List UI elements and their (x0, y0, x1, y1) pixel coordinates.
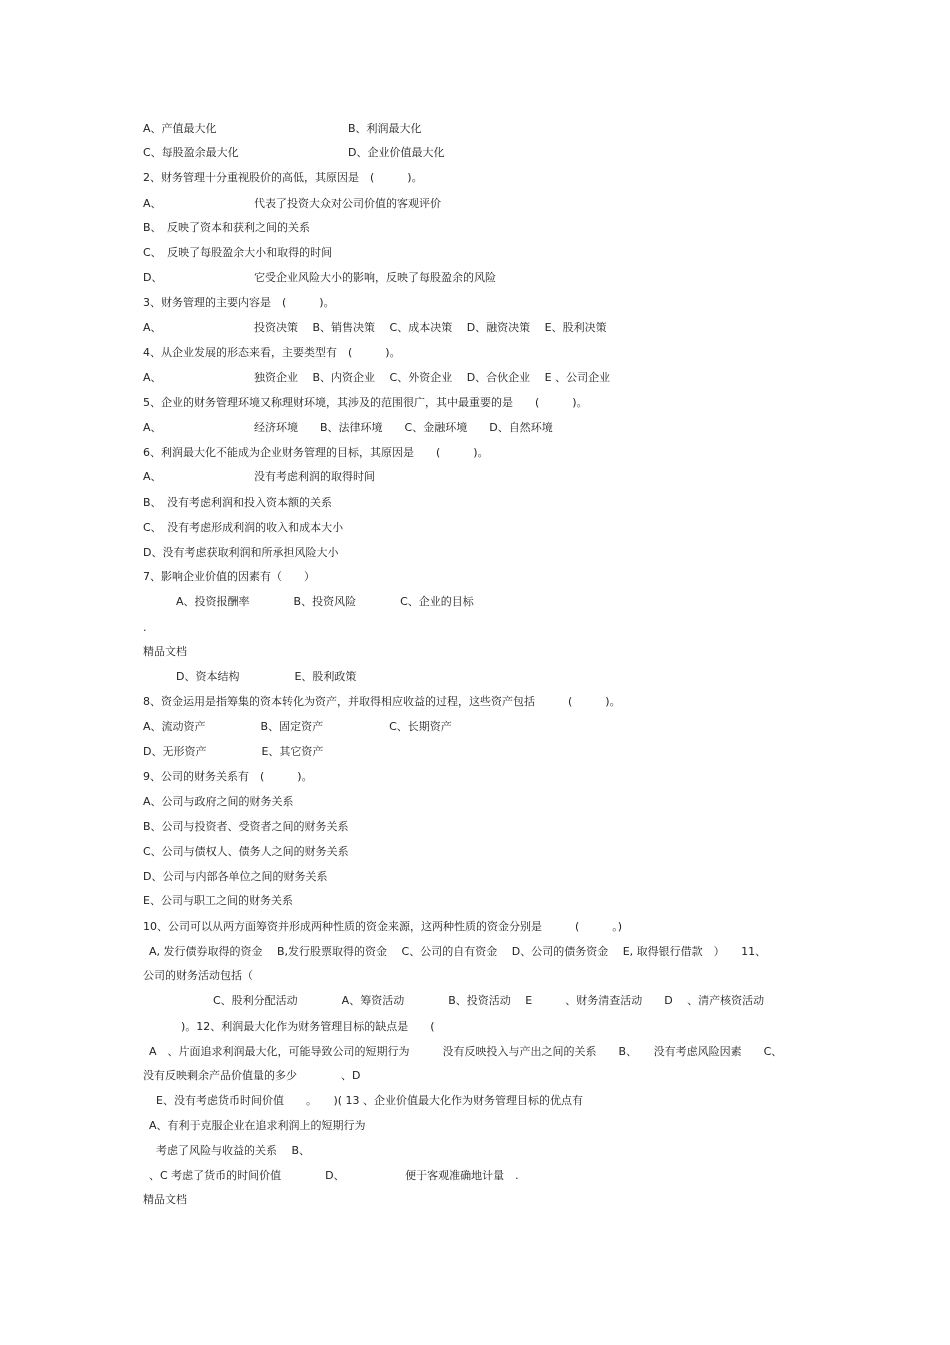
option-a-q9: A、公司与政府之间的财务关系 (143, 795, 294, 808)
options-q5: 经济环境 B、法律环境 C、金融环境 D、自然环境 (254, 421, 553, 434)
options-q10: A, 发行债券取得的资金 B,发行股票取得的资金 C、公司的自有资金 D、公司的债务资金 E, 取得银行借款 ） 11、 (149, 945, 767, 958)
page-footer-1: 精品文档 (143, 645, 187, 658)
question-6: 6、利润最大化不能成为企业财务管理的目标，其原因是 ( )。 (143, 446, 489, 459)
question-13: E、没有考虑货币时间价值 。 )( 13 、企业价值最大化作为财务管理目标的优点有 (156, 1094, 584, 1107)
options-q12-row1: A 、片面追求利润最大化，可能导致公司的短期行为 没有反映投入与产出之间的关系 B、 没有考虑风险因素 C、 (149, 1045, 783, 1058)
option-a-text-q2: 代表了投资大众对公司价值的客观评价 (254, 197, 441, 210)
option-b-q13: 考虑了风险与收益的关系 B、 (156, 1144, 311, 1157)
options-q7-part1: A、投资报酬率 B、投资风险 C、企业的目标 (176, 595, 474, 608)
option-a-q13: A、有利于克服企业在追求利润上的短期行为 (149, 1119, 366, 1132)
page-dot: . (143, 621, 147, 634)
option-b-q9: B、公司与投资者、受资者之间的财务关系 (143, 820, 349, 833)
page-footer-2: 精品文档 (143, 1193, 187, 1206)
question-5: 5、企业的财务管理环境又称理财环境，其涉及的范围很广，其中最重要的是 ( )。 (143, 396, 588, 409)
question-10: 10、公司可以从两方面筹资并形成两种性质的资金来源，这两种性质的资金分别是 ( 。) (143, 920, 623, 933)
option-a-label-q6: A、 (143, 470, 162, 483)
options-q8-row1: A、流动资产 B、固定资产 C、长期资产 (143, 720, 452, 733)
question-7: 7、影响企业价值的因素有（ ） (143, 570, 315, 583)
option-d-q1: D、企业价值最大化 (348, 146, 445, 159)
question-11: 公司的财务活动包括（ (143, 969, 253, 982)
options-q12-row2: 没有反映剩余产品价值量的多少 、D (143, 1069, 361, 1082)
option-a-q1: A、产值最大化 (143, 122, 217, 135)
options-label-q4: A、 (143, 371, 162, 384)
option-d-label-q2: D、 (143, 271, 163, 284)
question-3: 3、财务管理的主要内容是 ( )。 (143, 296, 335, 309)
option-b-q1: B、利润最大化 (348, 122, 422, 135)
option-c-q9: C、公司与债权人、债务人之间的财务关系 (143, 845, 349, 858)
options-label-q5: A、 (143, 421, 162, 434)
option-c-q1: C、每股盈余最大化 (143, 146, 239, 159)
question-2: 2、财务管理十分重视股价的高低，其原因是 ( )。 (143, 171, 423, 184)
options-q3: 投资决策 B、销售决策 C、成本决策 D、融资决策 E、股利决策 (254, 321, 607, 334)
options-cd-q13: 、C 考虑了货币的时间价值 D、 便于客观准确地计量 . (149, 1169, 519, 1182)
question-9: 9、公司的财务关系有 ( )。 (143, 770, 313, 783)
question-8: 8、资金运用是指筹集的资本转化为资产，并取得相应收益的过程，这些资产包括 ( )。 (143, 695, 621, 708)
options-q8-row2: D、无形资产 E、其它资产 (143, 745, 324, 758)
options-q11: C、股利分配活动 A、筹资活动 B、投资活动 E 、财务清查活动 D 、清产核资活动 (213, 994, 765, 1007)
options-label-q3: A、 (143, 321, 162, 334)
option-d-q6: D、没有考虑获取利润和所承担风险大小 (143, 546, 339, 559)
option-e-q9: E、公司与职工之间的财务关系 (143, 894, 293, 907)
option-b-q2: B、 反映了资本和获利之间的关系 (143, 221, 311, 234)
options-q4: 独资企业 B、内资企业 C、外资企业 D、合伙企业 E 、公司企业 (254, 371, 611, 384)
option-a-label-q2: A、 (143, 197, 162, 210)
options-q7-part2: D、资本结构 E、股利政策 (176, 670, 357, 683)
question-4: 4、从企业发展的形态来看，主要类型有 ( )。 (143, 346, 401, 359)
option-d-text-q2: 它受企业风险大小的影响，反映了每股盈余的风险 (254, 271, 496, 284)
question-12: )。12、利润最大化作为财务管理目标的缺点是 ( (181, 1020, 435, 1033)
option-c-q2: C、 反映了每股盈余大小和取得的时间 (143, 246, 333, 259)
option-c-q6: C、 没有考虑形成利润的收入和成本大小 (143, 521, 344, 534)
option-a-text-q6: 没有考虑利润的取得时间 (254, 470, 375, 483)
option-b-q6: B、 没有考虑利润和投入资本额的关系 (143, 496, 333, 509)
option-d-q9: D、公司与内部各单位之间的财务关系 (143, 870, 328, 883)
